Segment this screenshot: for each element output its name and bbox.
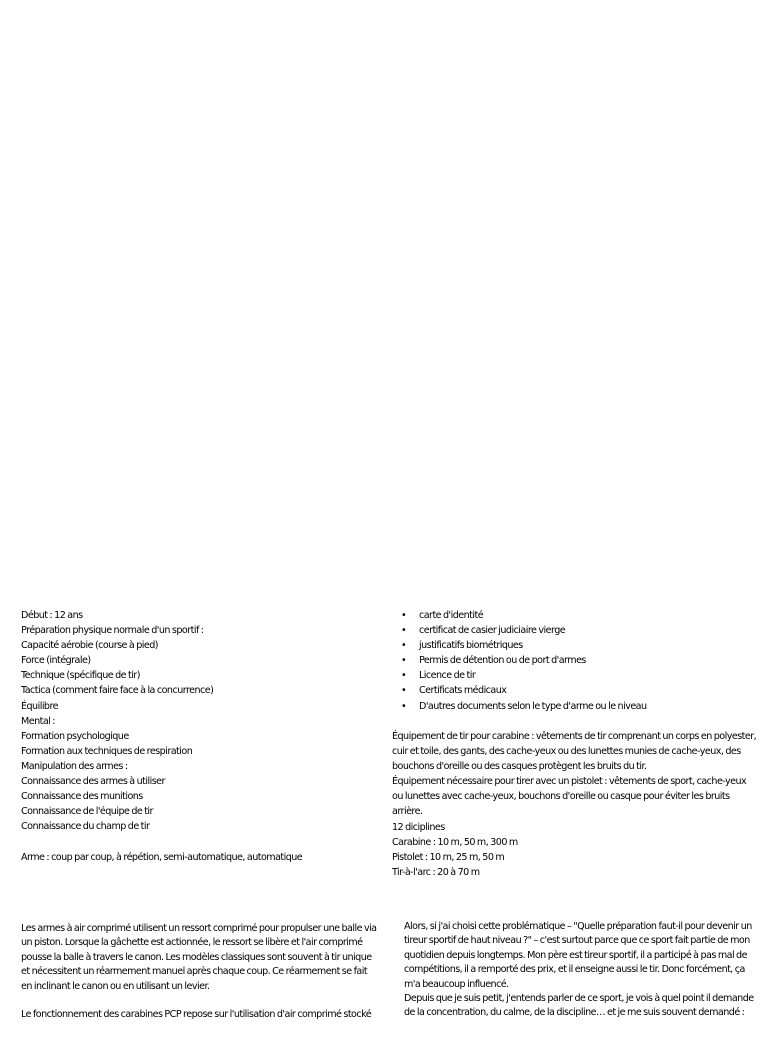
list-item-label: Permis de détention ou de port d'armes [419,655,586,667]
bullet-icon: • [401,700,407,712]
pistol-equipment-text: Équipement nécessaire pour tirer avec un pistolet : vêtements de sport, cache-yeux ou lunettes avec cache-yeux, bouchons d'oreille ou casque pour éviter les bruits arrière. [392,776,747,818]
bullet-icon: • [401,670,407,682]
training-line: Équilibre [21,700,59,712]
pcp-paragraph: Le fonctionnement des carabines PCP repose sur l'utilisation d'air comprimé stocké [21,1009,372,1021]
carabine-distances: Carabine : 10 m, 50 m, 300 m [392,836,518,848]
childhood-paragraph: Depuis que je suis petit, j'entends parler de ce sport, je vois à quel point il demande de la concentration, du calme, de la discipline… et je me suis souvent demandé : [404,993,754,1019]
weapon-types-line: Arme : coup par coup, à répétion, semi-automatique, automatique [21,851,303,863]
list-item-label: D'autres documents selon le type d'arme ou le niveau [419,700,647,712]
bullet-icon: • [401,610,407,621]
training-line: Connaissance des munitions [21,791,143,803]
list-item [392,608,752,623]
list-item [392,668,752,683]
training-line: Manipulation des armes : [21,760,128,772]
pistolet-distances: Pistolet : 10 m, 25 m, 50 m [392,851,505,863]
training-line: Connaissance des armes à utiliser [21,776,165,788]
bullet-icon: • [401,640,407,652]
list-item [392,623,752,638]
training-line: Capacité aérobie (course à pied) [21,640,158,652]
training-line: Connaissance de l'équipe de tir [21,806,153,818]
training-line: Tactica (comment faire face à la concurrence) [21,685,214,697]
list-item-label: carte d'identité [419,610,484,621]
list-item-label: Licence de tir [419,670,476,682]
training-line [21,834,376,849]
list-item [392,683,752,698]
bullet-icon: • [401,685,407,697]
bullet-icon: • [401,655,407,667]
disciplines-count: 12 diciplines [392,821,445,833]
training-line: Technique (spécifique de tir) [21,670,140,682]
training-line: Mental : [21,715,55,727]
training-line: Formation aux techniques de respiration [21,745,193,757]
documents-list [392,608,752,714]
list-item [392,699,752,714]
training-line: Préparation physique normale d'un sportif : [21,625,204,637]
training-line: Connaissance du champ de tir [21,821,150,833]
training-line: Formation psychologique [21,730,129,742]
rifle-equipment-text: Équipement de tir pour carabine : vêtements de tir comprenant un corps en polyester, cuir et toile, des gants, des cache-yeux ou des lunettes munies de cache-yeux, des bouchons d'oreille ou des casques protègent les bruits du tir. [392,731,757,773]
list-item-label: certificat de casier judiciaire vierge [419,625,566,637]
list-item [392,638,752,653]
problematic-paragraph: Alors, si j'ai choisi cette problématique – "Quelle préparation faut-il pour devenir un tireur sportif de haut niveau ?" – c'est surtout parce que ce sport fait partie de mon quotidien depuis longtemps. Mon père est tireur sportif, il a participé à pas mal de compétitions, il a remporté des prix, et il enseigne aussi le tir. Donc forcément, ça m'a beaucoup influencé. [404,921,752,990]
air-weapons-section [21,922,379,1037]
arc-distances: Tir-à-l'arc : 20 à 70 m [392,866,480,878]
bullet-icon: • [401,625,407,637]
equipment-section [392,729,758,880]
list-item [392,653,752,668]
training-line: Début : 12 ans [21,610,83,621]
list-item-label: Certificats médicaux [419,685,507,697]
training-section [21,608,376,865]
air-weapons-paragraph: Les armes à air comprimé utilisent un ressort comprimé pour propulser une balle via un piston. Lorsque la gâchette est actionnée, le ressort se libère et l'air comprimé pousse la balle à travers le canon. Les modèles classiques sont souvent à tir unique et nécessitent un réarmement manuel après chaque coup. Ce réarmement se fait en inclinant le canon ou en utilisant un levier. [21,923,377,992]
intro-section [404,920,760,1021]
training-line: Force (intégrale) [21,655,91,667]
list-item-label: justificatifs biométriques [419,640,523,652]
